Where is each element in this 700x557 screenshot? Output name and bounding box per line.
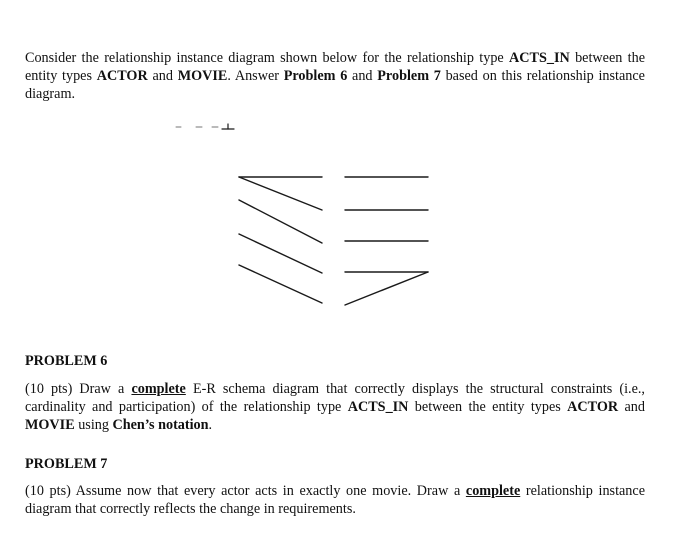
problem-6-text-4: and [618,399,645,415]
intro-entity-movie: MOVIE [177,68,228,84]
intro-text-5: and [347,68,378,84]
intro-text-6: based on this relationship instance diagram. [25,68,645,102]
intro-text-2: between the entity types [25,50,645,84]
diagram-link-left-3 [239,200,322,243]
problem-6-text-1: (10 pts) Draw a [25,381,132,397]
problem-6-text-2: E-R schema diagram that correctly displays the structural constraints (i.e., cardinality and participation) of the relationship type [25,381,645,415]
intro-problem-7-ref: Problem 7 [377,68,441,84]
intro-text-1: Consider the relationship instance diagram shown below for the relationship type [25,50,510,66]
intro-entity-actor: ACTOR [96,68,148,84]
problem-7-emphasis: complete [465,483,521,499]
intro-paragraph [25,49,645,103]
intro-text-3: and [147,68,178,84]
diagram-link-left-2 [239,177,322,210]
problem-7-heading: PROBLEM 7 [25,456,108,472]
problem-6-entity-movie: MOVIE [25,417,75,433]
problem-6-relationship-name: ACTS_IN [347,399,409,415]
problem-6-body [25,380,645,434]
problem-6-text-5: using [74,417,113,433]
problem-6-text-3: between the entity types [408,399,568,415]
diagram-link-left-4 [239,234,322,273]
intro-problem-6-ref: Problem 6 [283,68,348,84]
problem-6-text-6: . [208,417,213,433]
problem-6-heading: PROBLEM 6 [25,353,108,369]
diagram-link-left-5 [239,265,322,303]
problem-7-body [25,482,645,518]
problem-6-entity-actor: ACTOR [567,399,619,415]
problem-7-text-2: relationship instance diagram that correctly reflects the change in requirements. [25,483,645,517]
diagram-link-right-5 [345,272,428,305]
intro-text-4: . Answer [227,68,284,84]
problem-6-notation: Chen’s notation [112,417,209,433]
problem-6-emphasis: complete [131,381,186,397]
problem-7-text-1: (10 pts) Assume now that every actor acts in exactly one movie. Draw a [25,483,466,499]
intro-relationship-name: ACTS_IN [509,50,570,66]
